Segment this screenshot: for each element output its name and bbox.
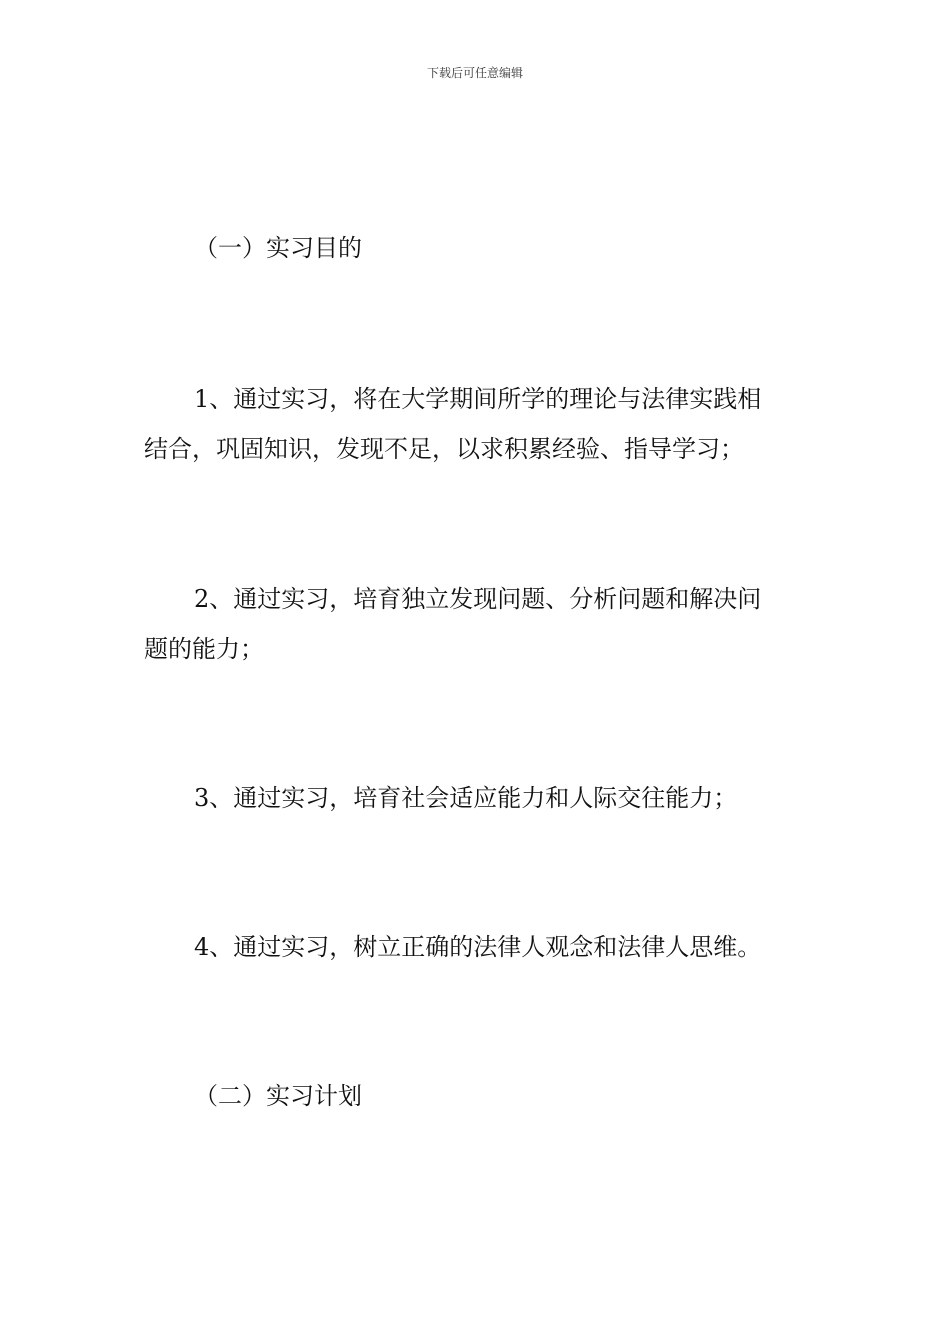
list-item-1-line-2: 结合，巩固知识，发现不足，以求积累经验、指导学习； [144,435,744,463]
list-item-2-line-1: 2、通过实习，培育独立发现问题、分析问题和解决问 [194,585,762,613]
list-item-2-line-2: 题的能力； [144,635,264,663]
section-heading-plan: （二）实习计划 [194,1082,362,1110]
section-heading-purpose: （一）实习目的 [194,234,362,262]
page-header-note: 下载后可任意编辑 [426,66,523,80]
list-item-4: 4、通过实习，树立正确的法律人观念和法律人思维。 [194,933,762,961]
list-item-1-line-1: 1、通过实习，将在大学期间所学的理论与法律实践相 [194,385,762,413]
list-item-3: 3、通过实习，培育社会适应能力和人际交往能力； [194,784,738,812]
